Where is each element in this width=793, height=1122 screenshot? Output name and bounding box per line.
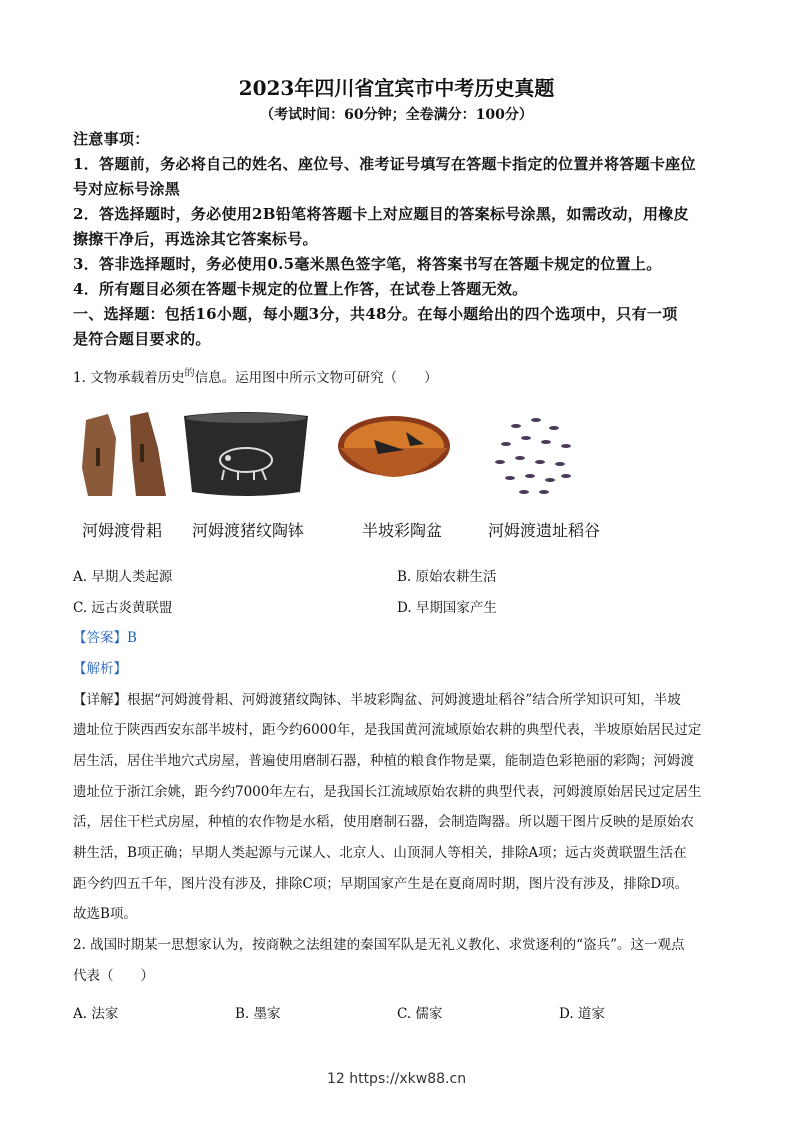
rice-grains-image xyxy=(486,406,582,502)
answer-label: 【答案】B xyxy=(73,630,137,646)
notice-line: 1．答题前，务必将自己的姓名、座位号、准考证号填写在答题卡指定的位置并将答题卡座位 xyxy=(73,155,696,173)
detail-line: 遗址位于浙江余姚，距今约7000年左右，是我国长江流域原始农耕的典型代表，河姆渡原始居民过定居生 xyxy=(73,784,702,800)
exam-subtitle: （考试时间：60分钟；全卷满分：100分） xyxy=(260,107,533,123)
section-heading: 是符合题目要求的。 xyxy=(73,330,211,348)
stem-text: 1. 文物承载着历史 xyxy=(73,370,185,386)
section-heading: 一、选择题：包括16小题，每小题3分，共48分。在每小题给出的四个选项中，只有一项 xyxy=(73,305,678,323)
option-a: A. 早期人类起源 xyxy=(73,569,173,585)
question-1-stem xyxy=(73,366,438,386)
q2-option-c: C. 儒家 xyxy=(397,1006,443,1022)
caption-pig-pottery: 河姆渡猪纹陶钵 xyxy=(192,521,305,540)
caption-painted-basin: 半坡彩陶盆 xyxy=(362,521,443,540)
option-d: D. 早期国家产生 xyxy=(397,600,497,616)
detail-line: 居生活，居住半地穴式房屋，普遍使用磨制石器，种植的粮食作物是粟，能制造色彩艳丽的彩陶；河姆渡 xyxy=(73,753,694,769)
option-b: B. 原始农耕生活 xyxy=(397,569,497,585)
notice-line: 号对应标号涂黑 xyxy=(73,180,181,198)
detail-line: 活，居住干栏式房屋，种植的农作物是水稻，使用磨制石器，会制造陶器。所以题干图片反映的是原始农 xyxy=(73,814,694,830)
pig-pattern-pottery-image xyxy=(180,408,312,500)
notice-line: 擦擦干净后，再选涂其它答案标号。 xyxy=(73,230,318,248)
stem-sup: 的 xyxy=(184,368,195,379)
detail-line: 遗址位于陕西西安东部半坡村，距今约6000年，是我国黄河流域原始农耕的典型代表，半坡原始居民过定 xyxy=(73,722,702,738)
page-footer: 12 https://xkw88.cn xyxy=(326,1071,467,1087)
question-2-stem: 代表（ ） xyxy=(73,968,154,984)
detail-line: 距今约四五千年，图片没有涉及，排除C项；早期国家产生是在夏商周时期，图片没有涉及，排除D项。 xyxy=(73,876,689,892)
notice-line: 2．答选择题时，务必使用2B铅笔将答题卡上对应题目的答案标号涂黑，如需改动，用橡皮 xyxy=(73,205,689,223)
detail-line: 【详解】根据“河姆渡骨耜、河姆渡猪纹陶钵、半坡彩陶盆、河姆渡遗址稻谷”结合所学知识可知，半坡 xyxy=(73,692,681,708)
banpo-painted-basin-image xyxy=(334,410,454,500)
stem-text: 信息。运用图中所示文物可研究（ ） xyxy=(194,370,438,386)
q2-option-d: D. 道家 xyxy=(559,1006,605,1022)
notice-line: 3．答非选择题时，务必使用0.5毫米黑色签字笔，将答案书写在答题卡规定的位置上。 xyxy=(73,255,662,273)
option-c: C. 远古炎黄联盟 xyxy=(73,600,173,616)
page-title: 2023年四川省宜宾市中考历史真题 xyxy=(238,76,555,100)
analysis-label: 【解析】 xyxy=(73,661,127,677)
notice-heading: 注意事项： xyxy=(73,130,150,148)
caption-rice-grains: 河姆渡遗址稻谷 xyxy=(488,521,601,540)
q2-option-b: B. 墨家 xyxy=(235,1006,281,1022)
detail-line: 故选B项。 xyxy=(73,906,137,922)
notice-line: 4．所有题目必须在答题卡规定的位置上作答，在试卷上答题无效。 xyxy=(73,280,528,298)
detail-line: 耕生活，B项正确；早期人类起源与元谋人、北京人、山顶洞人等相关，排除A项；远古炎黄联盟生活在 xyxy=(73,845,687,861)
bone-spade-image xyxy=(78,408,170,500)
q2-option-a: A. 法家 xyxy=(73,1006,119,1022)
question-2-stem: 2. 战国时期某一思想家认为，按商鞅之法组建的秦国军队是无礼义教化、求赏逐利的“盗兵”。这一观点 xyxy=(73,937,685,953)
caption-bone-spade: 河姆渡骨耜 xyxy=(82,521,163,540)
